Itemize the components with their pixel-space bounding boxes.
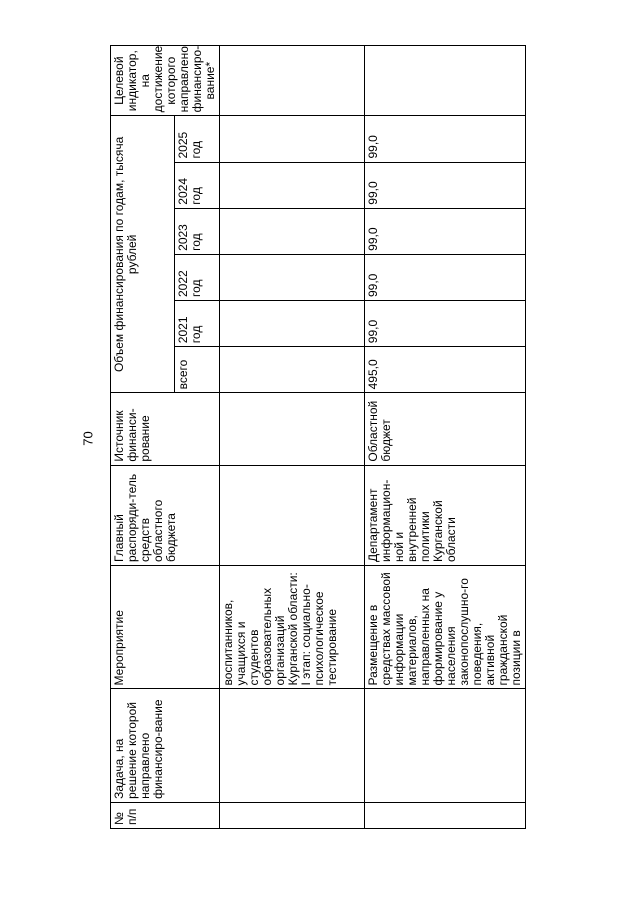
cell-2023: 99,0 <box>365 208 526 254</box>
cell-total <box>220 347 365 393</box>
cell-2022: 99,0 <box>365 254 526 300</box>
header-2024: 2024 год <box>175 162 220 208</box>
page-number: 70 <box>80 431 96 446</box>
header-indicator: Целевой индикатор, на достижение которого направлено финансиро-вание* <box>111 46 220 116</box>
cell-2021: 99,0 <box>365 301 526 347</box>
cell-num <box>365 802 526 828</box>
cell-2022 <box>220 254 365 300</box>
cell-num <box>220 802 365 828</box>
cell-manager <box>220 465 365 565</box>
header-source: Источник финанси-рование <box>111 393 220 465</box>
table-row <box>220 46 365 829</box>
cell-measure: воспитанников, учащихся и студентов образовательных организаций Курганской области: I этап: социально-психологическое тестирование <box>220 566 365 689</box>
cell-source <box>220 393 365 465</box>
cell-task <box>220 689 365 802</box>
cell-total: 495,0 <box>365 347 526 393</box>
cell-manager: Департамент информацион-ной и внутренней политики Курганской области <box>365 465 526 565</box>
financing-table <box>110 45 526 829</box>
cell-indicator <box>365 46 526 116</box>
rotated-table-container <box>110 45 640 829</box>
header-2025: 2025 год <box>175 116 220 162</box>
cell-2025 <box>220 116 365 162</box>
cell-task <box>365 689 526 802</box>
cell-2025: 99,0 <box>365 116 526 162</box>
cell-2024 <box>220 162 365 208</box>
table-row <box>365 46 526 829</box>
header-measure: Мероприятие <box>111 566 220 689</box>
header-2023: 2023 год <box>175 208 220 254</box>
header-2021: 2021 год <box>175 301 220 347</box>
header-task: Задача, на решение которой направлено финансиро-вание <box>111 689 220 802</box>
header-total: всего <box>175 347 220 393</box>
cell-measure: Размещение в средствах массовой информации материалов, направленных на формирование у населения законопослушно-го поведения, активной гражданской позиции в <box>365 566 526 689</box>
header-2022: 2022 год <box>175 254 220 300</box>
cell-indicator <box>220 46 365 116</box>
cell-2021 <box>220 301 365 347</box>
cell-source: Областной бюджет <box>365 393 526 465</box>
header-volume: Объем финансирования по годам, тысяча рублей <box>111 116 175 393</box>
header-num: № п/п <box>111 802 220 828</box>
header-manager: Главный распоряди-тель средств областного бюджета <box>111 465 220 565</box>
cell-2024: 99,0 <box>365 162 526 208</box>
cell-2023 <box>220 208 365 254</box>
